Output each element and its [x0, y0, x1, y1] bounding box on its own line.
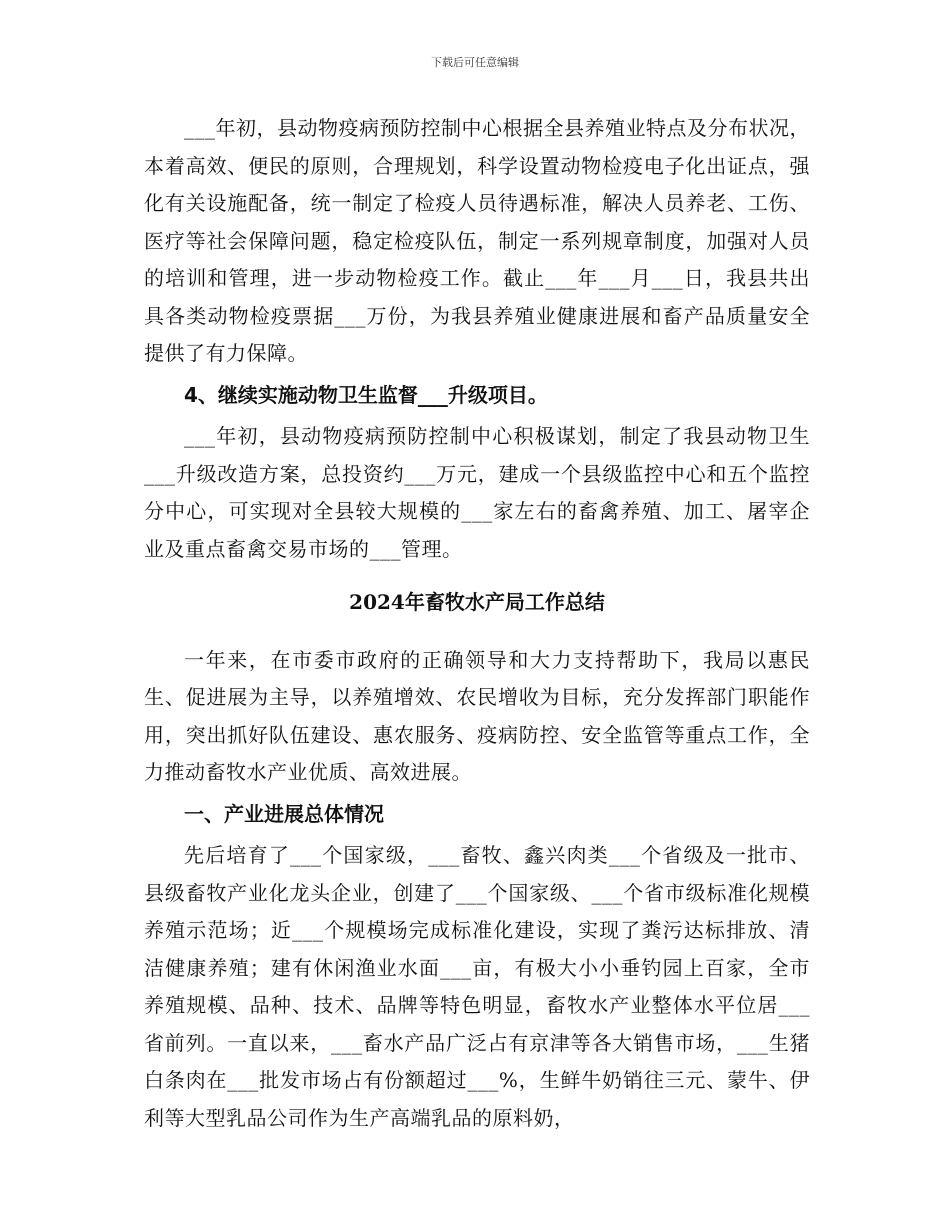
- paragraph-monitoring-upgrade: ___年初，县动物疫病预防控制中心积极谋划，制定了我县动物卫生___升级改造方案，总投资约___万元，建成一个县级监控中心和五个监控分中心，可实现对全县较大规模的___家左右的畜禽养殖、加工、屠宰企业及重点畜禽交易市场的___管理。: [144, 424, 810, 561]
- paragraph-industry-overview: 先后培育了___个国家级，___畜牧、鑫兴肉类___个省级及一批市、县级畜牧产业化龙头企业，创建了___个国家级、___个省市级标准化规模养殖示范场；近___个规模场完成标准化建设，实现了粪污达标排放、清洁健康养殖；建有休闲渔业水面___亩，有极大小小垂钓园上百家，全市养殖规模、品种、技术、品牌等特色明显，畜牧水产业整体水平位居___省前列。一直以来，___畜水产品广泛占有京津等各大销售市场，___生猪白条肉在___批发市场占有份额超过___%，生鲜牛奶销往三元、蒙牛、伊利等大型乳品公司作为生产高端乳品的原料奶，: [144, 843, 810, 1130]
- document-body: [144, 110, 810, 1141]
- paragraph-quarantine-certification: ___年初，县动物疫病预防控制中心根据全县养殖业特点及分布状况，本着高效、便民的原则，合理规划，科学设置动物检疫电子化出证点，强化有关设施配备，统一制定了检疫人员待遇标准，解决人员养老、工伤、医疗等社会保障问题，稳定检疫队伍，制定一系列规章制度，加强对人员的培训和管理，进一步动物检疫工作。截止___年___月___日，我县共出具各类动物检疫票据___万份，为我县养殖业健康进展和畜产品质量安全提供了有力保障。: [144, 116, 810, 365]
- heading-item-4: 4、继续实施动物卫生监督___升级项目。: [184, 382, 548, 407]
- document-title: 2024年畜牧水产局工作总结: [349, 590, 605, 614]
- heading-section-1: 一、产业进展总体情况: [184, 801, 384, 826]
- page-header-note: 下载后可任意编辑: [431, 56, 519, 69]
- paragraph-intro: 一年来，在市委市政府的正确领导和大力支持帮助下，我局以惠民生、促进展为主导，以养殖增效、农民增收为目标，充分发挥部门职能作用，突出抓好队伍建设、惠农服务、疫病防控、安全监管等重点工作，全力推动畜牧水产业优质、高效进展。: [144, 647, 810, 784]
